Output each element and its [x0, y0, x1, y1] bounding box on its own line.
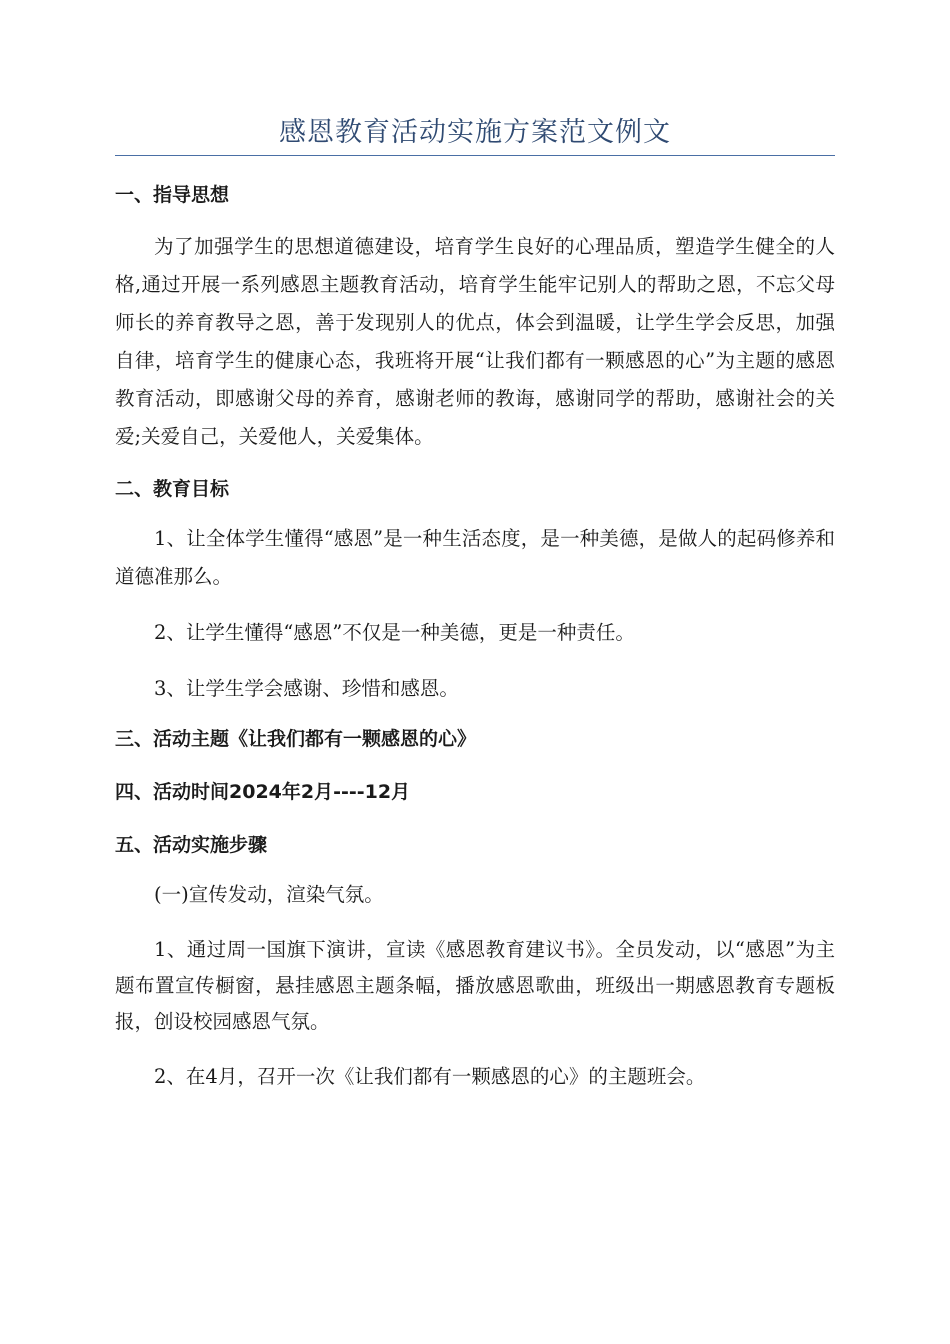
guiding-paragraph: 为了加强学生的思想道德建设，培育学生良好的心理品质，塑造学生健全的人格,通过开展一系列感恩主题教育活动，培育学生能牢记别人的帮助之恩，不忘父母师长的养育教导之恩，善于发现别人的优点，体会到温暖，让学生学会反思，加强自律，培育学生的健康心态，我班将开展“让我们都有一颗感恩的心”为主题的感恩教育活动，即感谢父母的养育，感谢老师的教诲，感谢同学的帮助，感谢社会的关爱;关爱自己，关爱他人，关爱集体。: [115, 235, 835, 448]
goal-item-2: 2、让学生懂得“感恩”不仅是一种美德，更是一种责任。: [154, 621, 635, 644]
section-heading-goals: 二、教育目标: [115, 478, 230, 500]
step-item-2: 2、在4月，召开一次《让我们都有一颗感恩的心》的主题班会。: [154, 1065, 706, 1088]
steps-subheading: (一)宣传发动，渲染气氛。: [154, 883, 384, 906]
step-item-1: 1、通过周一国旗下演讲，宣读《感恩教育建议书》。全员发动，以“感恩”为主题布置宣传橱窗，悬挂感恩主题条幅，播放感恩歌曲，班级出一期感恩教育专题板报，创设校园感恩气氛。: [115, 938, 835, 1033]
section-heading-guiding: 一、指导思想: [115, 184, 230, 206]
section-heading-theme: 三、活动主题《让我们都有一颗感恩的心》: [115, 728, 477, 750]
goal-item-3: 3、让学生学会感谢、珍惜和感恩。: [154, 677, 459, 700]
section-heading-steps: 五、活动实施步骤: [115, 834, 268, 856]
section-heading-time: 四、活动时间2024年2月----12月: [115, 781, 411, 803]
document-title: 感恩教育活动实施方案范文例文: [115, 110, 835, 156]
document-page: [115, 110, 835, 1096]
goal-item-1: 1、让全体学生懂得“感恩”是一种生活态度，是一种美德，是做人的起码修养和道德准那么。: [115, 527, 835, 588]
